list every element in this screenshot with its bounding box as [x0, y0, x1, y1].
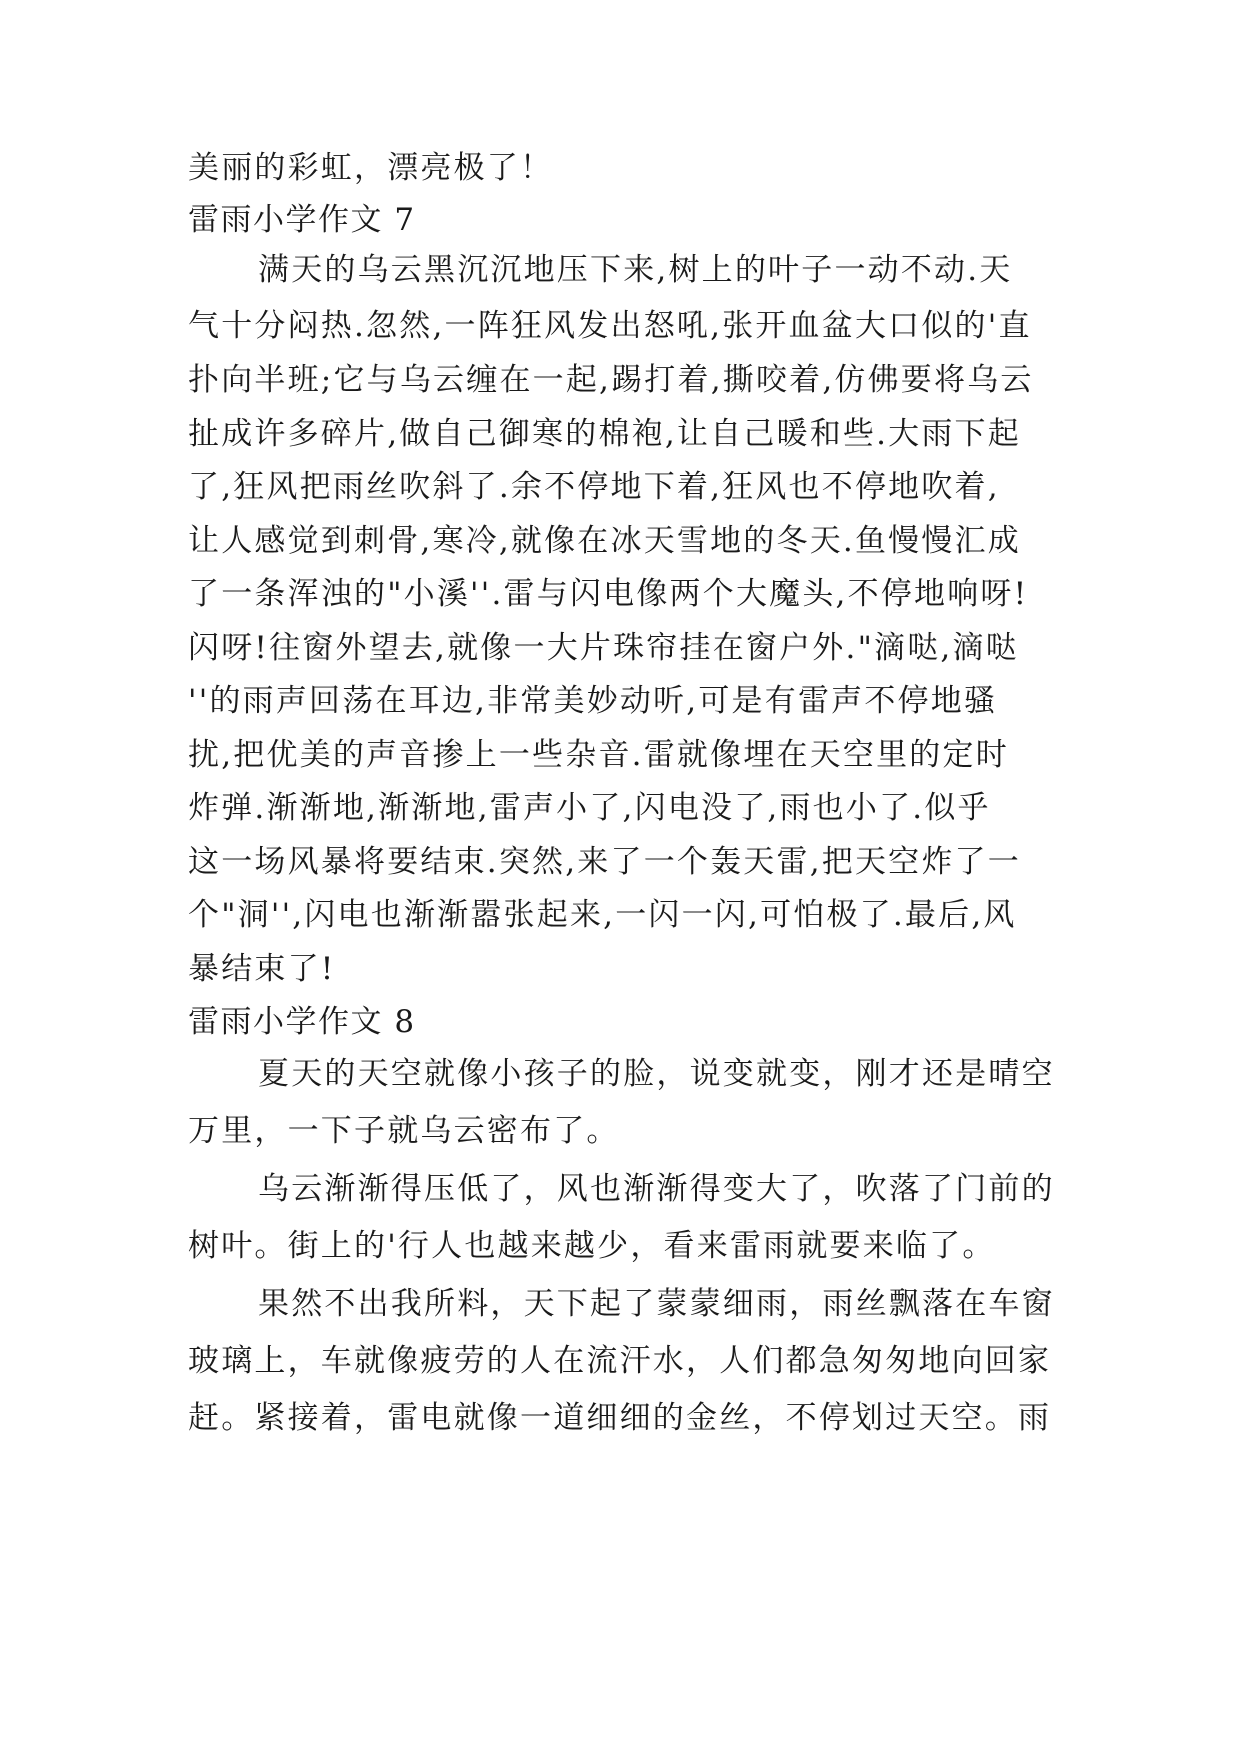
- paragraph-line: 炸弹.渐渐地,渐渐地,雷声小了,闪电没了,雨也小了.似乎: [188, 790, 991, 826]
- paragraph-line: ''的雨声回荡在耳边,非常美妙动听,可是有雷声不停地骚: [188, 683, 998, 719]
- text-line: 美丽的彩虹，漂亮极了！: [188, 150, 554, 186]
- paragraph-line: 了,狂风把雨丝吹斜了.余不停地下着,狂风也不停地吹着,: [188, 469, 1000, 505]
- paragraph-line: 让人感觉到刺骨,寒冷,就像在冰天雪地的冬天.鱼慢慢汇成: [188, 523, 1021, 559]
- paragraph-line: 满天的乌云黑沉沉地压下来,树上的叶子一动不动.天: [258, 252, 1013, 288]
- paragraph-line: 赶。紧接着，雷电就像一道细细的金丝，不停划过天空。雨: [188, 1400, 1052, 1436]
- paragraph-line: 了一条浑浊的"小溪''.雷与闪电像两个大魔头,不停地响呀!: [188, 576, 1029, 612]
- section-heading: 雷雨小学作文 8: [188, 1004, 416, 1040]
- paragraph-line: 万里，一下子就乌云密布了。: [188, 1113, 620, 1149]
- paragraph-line: 气十分闷热.忽然,一阵狂风发出怒吼,张开血盆大口似的'直: [188, 308, 1032, 344]
- paragraph-line: 玻璃上，车就像疲劳的人在流汗水，人们都急匆匆地向回家: [188, 1343, 1052, 1379]
- paragraph-line: 扰,把优美的声音掺上一些杂音.雷就像埋在天空里的定时: [188, 737, 1009, 773]
- paragraph-line: 扯成许多碎片,做自己御寒的棉袍,让自己暖和些.大雨下起: [188, 416, 1021, 452]
- paragraph-line: 乌云渐渐得压低了，风也渐渐得变大了，吹落了门前的: [258, 1171, 1055, 1207]
- paragraph-line: 树叶。街上的'行人也越来越少，看来雷雨就要来临了。: [188, 1228, 996, 1264]
- paragraph-line: 扑向半班;它与乌云缠在一起,踢打着,撕咬着,仿佛要将乌云: [188, 362, 1034, 398]
- paragraph-line: 个"洞'',闪电也渐渐嚣张起来,一闪一闪,可怕极了.最后,风: [188, 897, 1017, 933]
- paragraph-line: 夏天的天空就像小孩子的脸，说变就变，刚才还是晴空: [258, 1056, 1055, 1092]
- paragraph-line: 果然不出我所料，天下起了蒙蒙细雨，雨丝飘落在车窗: [258, 1286, 1055, 1322]
- paragraph-line: 暴结束了!: [188, 951, 336, 987]
- paragraph-line: 闪呀!往窗外望去,就像一大片珠帘挂在窗户外."滴哒,滴哒: [188, 630, 1019, 666]
- section-heading: 雷雨小学作文 7: [188, 202, 416, 238]
- paragraph-line: 这一场风暴将要结束.突然,来了一个轰天雷,把天空炸了一: [188, 844, 1021, 880]
